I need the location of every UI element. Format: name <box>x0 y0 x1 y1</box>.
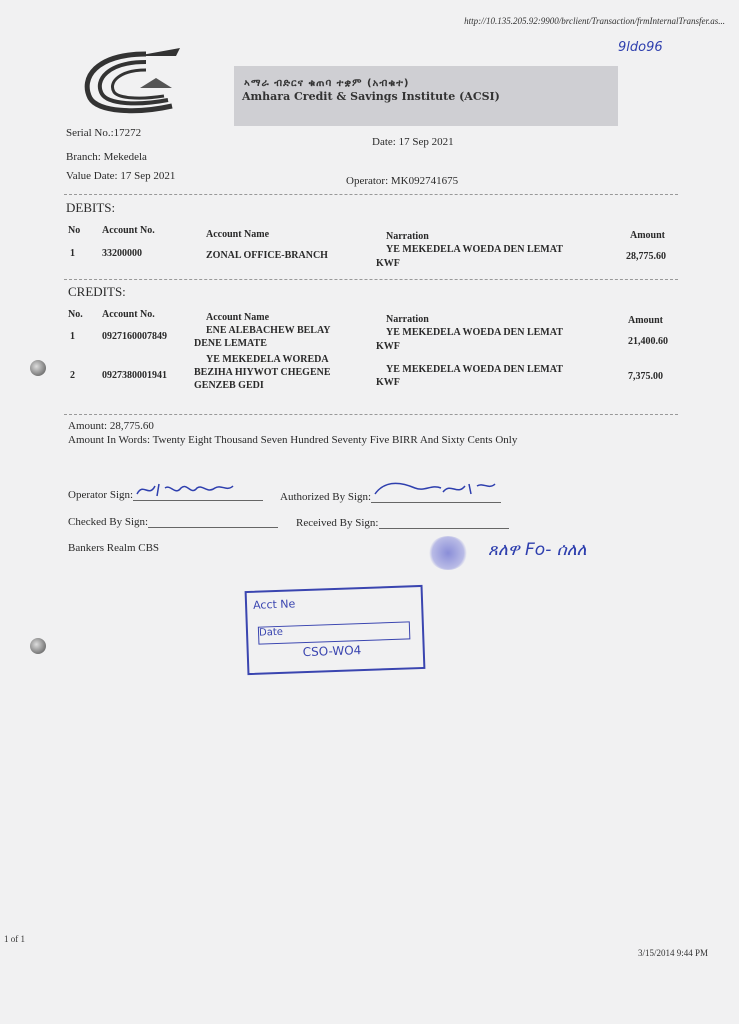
handwritten-number: 9ldo96 <box>618 40 663 55</box>
page-count: 1 of 1 <box>4 934 25 944</box>
operator-id: Operator: MK092741675 <box>346 175 459 187</box>
office-stamp <box>245 585 426 675</box>
debit-narration: YE MEKEDELA WOEDA DEN LEMAT <box>386 244 563 255</box>
operator-sign-field <box>68 488 263 501</box>
stamp-account-label: Acct Ne <box>252 597 296 612</box>
credit-no: 2 <box>70 370 75 381</box>
institution-amharic: ኣማራ ብድርና ቁጠባ ተቋም (አብቁተ) <box>244 78 410 89</box>
punch-hole <box>30 638 46 654</box>
credits-header-amount: Amount <box>628 315 664 326</box>
debits-header-account-name: Account Name <box>206 229 270 240</box>
credits-title: CREDITS: <box>68 284 126 299</box>
authorized-sign-label: Authorized By Sign: <box>280 491 372 503</box>
debit-no: 1 <box>70 248 75 259</box>
debits-header-narration: Narration <box>386 231 429 242</box>
value-date: Value Date: 17 Sep 2021 <box>66 170 176 182</box>
acsi-logo <box>76 48 196 122</box>
checked-sign-label: Checked By Sign: <box>68 516 149 528</box>
ink-seal <box>428 536 468 570</box>
checked-sign-field <box>68 515 278 528</box>
authorized-sign-field <box>280 490 501 503</box>
credit-narration-cont: KWF <box>376 377 400 388</box>
credit-narration: YE MEKEDELA WOEDA DEN LEMAT <box>386 327 563 338</box>
serial-number: Serial No.:17272 <box>66 127 142 139</box>
debits-header-account-no: Account No. <box>102 225 155 236</box>
print-timestamp: 3/15/2014 9:44 PM <box>638 948 709 958</box>
institution-name: Amhara Credit & Savings Institute (ACSI) <box>242 90 500 103</box>
branch: Branch: Mekedela <box>66 151 147 163</box>
credits-header-narration: Narration <box>386 314 429 325</box>
credit-account-no: 0927380001941 <box>102 370 167 381</box>
debits-header-amount: Amount <box>630 230 666 241</box>
debits-header-no: No <box>68 225 81 236</box>
received-sign-field <box>296 516 509 529</box>
credit-account-name-cont: GENZEB GEDI <box>194 380 264 391</box>
divider <box>64 414 678 415</box>
credit-no: 1 <box>70 331 75 342</box>
received-sign-label: Received By Sign: <box>296 517 379 529</box>
credit-account-name-cont: BEZIHA HIYWOT CHEGENE <box>194 367 331 378</box>
credit-account-no: 0927160007849 <box>102 331 167 342</box>
handwritten-note: ጸለዋ Fo- ሰለለ <box>488 540 587 560</box>
amount-in-words: Amount In Words: Twenty Eight Thousand Seven Hundred Seventy Five BIRR And Sixty Cents Only <box>68 434 518 446</box>
divider <box>64 279 678 280</box>
debit-amount: 28,775.60 <box>626 251 666 262</box>
document-date: Date: 17 Sep 2021 <box>372 136 454 148</box>
credit-narration: YE MEKEDELA WOEDA DEN LEMAT <box>386 364 563 375</box>
debits-title: DEBITS: <box>66 200 116 215</box>
stamp-date-box <box>258 621 411 644</box>
stamp-date-label: Date <box>258 626 284 639</box>
divider <box>64 194 678 195</box>
credits-header-no: No. <box>68 309 83 320</box>
total-amount: Amount: 28,775.60 <box>68 420 154 432</box>
credit-account-name: YE MEKEDELA WOREDA <box>206 354 329 365</box>
credit-account-name-cont: DENE LEMATE <box>194 338 267 349</box>
operator-sign-label: Operator Sign: <box>68 489 134 501</box>
page-url: http://10.135.205.92:9900/brclient/Transaction/frmInternalTransfer.as... <box>464 16 725 26</box>
debit-account-no: 33200000 <box>102 248 142 259</box>
authorized-signature <box>371 490 501 503</box>
credits-header-account-no: Account No. <box>102 309 155 320</box>
system-name: Bankers Realm CBS <box>68 542 160 554</box>
received-sign-line <box>379 516 509 529</box>
institution-banner <box>234 66 618 126</box>
debit-narration-cont: KWF <box>376 258 400 269</box>
operator-signature <box>133 488 263 501</box>
stamp-office-code: CSO-WO4 <box>302 643 362 660</box>
debit-account-name: ZONAL OFFICE-BRANCH <box>206 250 328 261</box>
punch-hole <box>30 360 46 376</box>
credit-amount: 7,375.00 <box>628 371 663 382</box>
credit-account-name: ENE ALEBACHEW BELAY <box>206 325 331 336</box>
credit-amount: 21,400.60 <box>628 336 668 347</box>
credits-header-account-name: Account Name <box>206 312 270 323</box>
credit-narration-cont: KWF <box>376 341 400 352</box>
checked-sign-line <box>148 515 278 528</box>
